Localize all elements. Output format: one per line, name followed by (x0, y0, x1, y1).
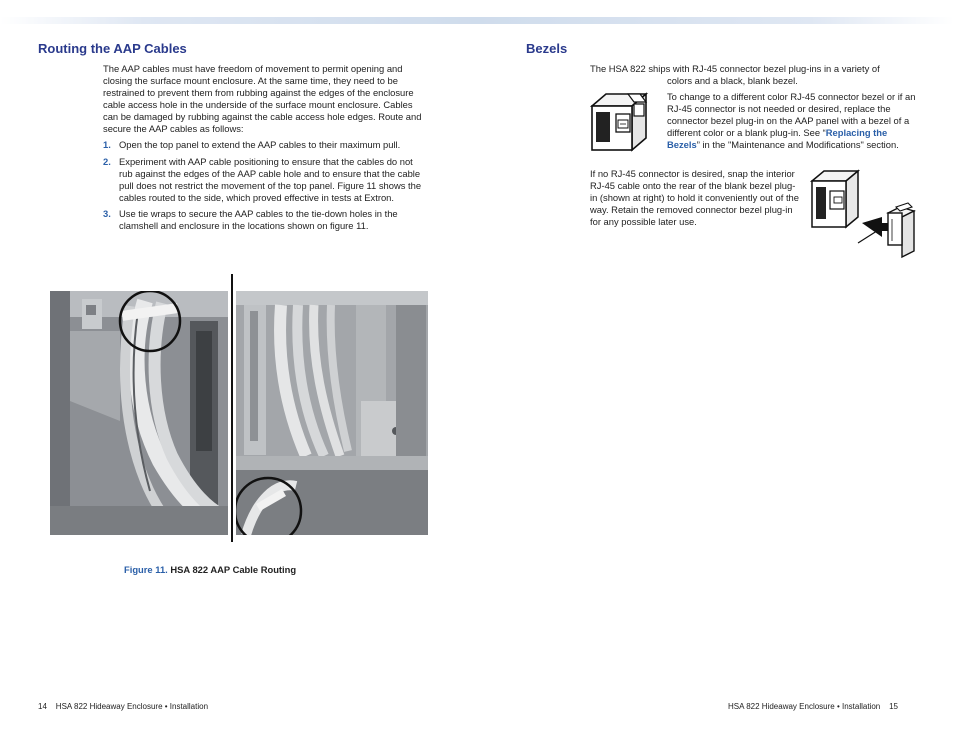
routing-step-1: 1. Open the top panel to extend the AAP cables to their maximum pull. (103, 139, 401, 150)
rj45-bezel-illustration (590, 90, 662, 154)
heading-routing-aap-cables: Routing the AAP Cables (38, 41, 187, 56)
left-footer: 14 HSA 822 Hideaway Enclosure • Installation (38, 702, 209, 711)
figure-11-caption: Figure 11. HSA 822 AAP Cable Routing (124, 564, 297, 575)
routing-step-2: 2. Experiment with AAP cable positioning to ensure that the cables do not rub against the edges of the AAP cable hole and to ensure that the cable pull does not restrict the movement of the top panel. Figure 11 shows the cables routed to the side, which proved effective in tests at Extron. (103, 155, 422, 203)
top-gradient-bar (0, 17, 954, 24)
routing-intro-paragraph: The AAP cables must have freedom of movement to permit opening and closing the surface mount enclosure. At the same time, they need to be restrained to prevent them from rubbing against the edges of the enclosure cable access hole in the underside of the surface mount enclosure. Cables can be damaged by rubbing against the cable access hole edges. Route and secure the AAP cables as follows: (103, 63, 422, 134)
bezels-intro-line1: The HSA 822 ships with RJ-45 connector bezel plug-ins in a variety of (590, 63, 880, 74)
routing-step-3: 3. Use tie wraps to secure the AAP cables to the tie-down holes in the clamshell and enclosure in the locations shown on figure 11. (103, 208, 398, 232)
right-footer: HSA 822 Hideaway Enclosure • Installation 15 (728, 702, 899, 711)
heading-bezels: Bezels (526, 41, 568, 56)
replacing-the-bezels-link[interactable]: Replacing the Bezels (667, 127, 888, 150)
bezels-intro-line2: colors and a black, blank bezel. (667, 75, 798, 86)
cable-routing-photo-right (236, 291, 428, 535)
bezels-change-paragraph: To change to a different color RJ-45 connector bezel or if an RJ-45 connector is not needed or desired, replace the connector bezel plug-in on the AAP panel with a bezel of a different color or a blank plug-in. See “Replacing the Bezels” in the "Maintenance and Modifications" section. (667, 91, 916, 150)
blank-bezel-snap-illustration (808, 167, 920, 262)
routing-steps-list (103, 139, 428, 237)
photo-divider (231, 274, 233, 542)
cable-routing-photo-left (50, 291, 228, 535)
bezels-snap-paragraph: If no RJ-45 connector is desired, snap the interior RJ-45 cable onto the rear of the blank bezel plug-in (shown at right) to hold it conveniently out of the way. Retain the removed connector bezel plug-in for any possible later use. (590, 168, 799, 227)
